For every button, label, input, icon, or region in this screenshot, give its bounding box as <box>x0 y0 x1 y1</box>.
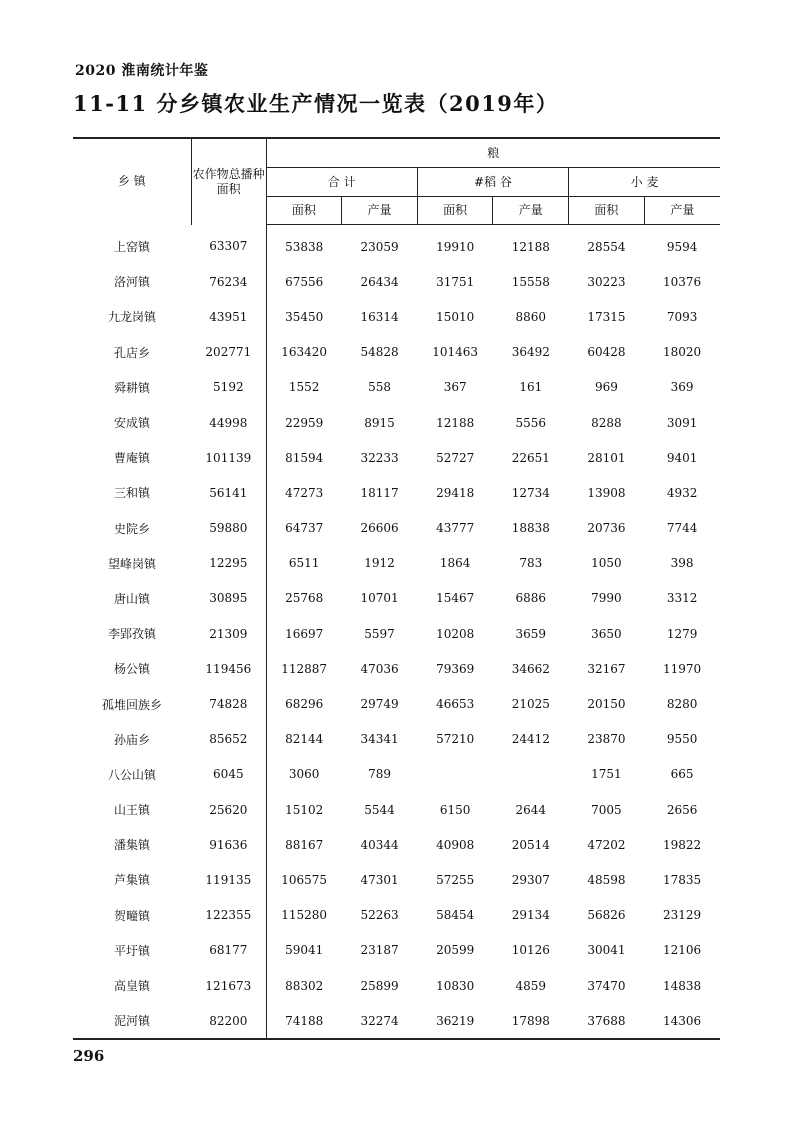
wheat-area-cell: 37688 <box>569 1003 645 1039</box>
table-row <box>73 722 720 757</box>
header-total-area: 面积 <box>266 197 342 225</box>
table-body <box>73 225 720 1040</box>
rice-area-cell: 40908 <box>436 837 475 852</box>
wheat-output-cell: 4932 <box>666 485 698 500</box>
sown-area-cell: 43951 <box>191 299 266 334</box>
wheat-output-cell: 8280 <box>666 697 698 712</box>
total-output-cell: 32274 <box>342 1003 418 1039</box>
town-cell: 史院乡 <box>114 521 151 536</box>
rice-output-cell: 22651 <box>511 450 550 465</box>
town-cell: 八公山镇 <box>108 767 157 782</box>
rice-output-cell: 20514 <box>511 837 550 852</box>
sown-area-cell: 59880 <box>191 511 266 546</box>
total-output-cell: 23059 <box>360 239 399 254</box>
sown-area-cell: 85652 <box>191 722 266 757</box>
total-area-cell: 6511 <box>288 556 320 571</box>
sown-area-cell: 82200 <box>191 1003 266 1039</box>
wheat-output-cell: 9594 <box>666 239 698 254</box>
wheat-output-cell: 14838 <box>663 978 702 993</box>
sown-area-cell: 5192 <box>191 370 266 405</box>
table-row <box>73 968 720 1003</box>
total-output-cell: 8915 <box>364 415 395 430</box>
total-area-cell: 22959 <box>285 415 324 430</box>
sown-area-cell: 6045 <box>191 757 266 792</box>
table-row <box>73 792 720 827</box>
rice-output-cell: 161 <box>519 380 543 395</box>
town-cell: 上窑镇 <box>114 239 151 254</box>
rice-area-cell: 57210 <box>436 732 475 747</box>
total-area-cell: 163420 <box>281 345 328 360</box>
rice-area-cell: 58454 <box>436 908 475 923</box>
sown-area-cell: 30895 <box>191 581 266 616</box>
table-row <box>73 933 720 968</box>
total-area-cell: 16697 <box>285 626 324 641</box>
sown-area-cell: 101139 <box>191 440 266 475</box>
rice-area-cell: 1864 <box>439 556 471 571</box>
wheat-area-cell: 23870 <box>587 732 626 747</box>
rice-output-cell: 34662 <box>511 661 550 676</box>
town-cell: 九龙岗镇 <box>108 310 157 325</box>
rice-area-cell: 10830 <box>436 978 475 993</box>
wheat-output-cell: 3091 <box>666 415 698 430</box>
wheat-output-cell: 369 <box>670 380 694 395</box>
sown-area-cell: 25620 <box>191 792 266 827</box>
table-row <box>73 299 720 334</box>
town-cell: 曹庵镇 <box>114 451 151 466</box>
total-output-cell: 47301 <box>360 872 399 887</box>
table-row <box>73 686 720 721</box>
table-row <box>73 546 720 581</box>
rice-area-cell: 52727 <box>436 450 475 465</box>
total-area-cell: 68296 <box>285 697 324 712</box>
table-row <box>73 616 720 651</box>
rice-output-cell: 8860 <box>515 309 547 324</box>
town-cell: 三和镇 <box>114 486 151 501</box>
total-area-cell: 81594 <box>285 450 324 465</box>
wheat-area-cell: 32167 <box>587 661 626 676</box>
total-area-cell: 74188 <box>266 1003 342 1039</box>
rice-area-cell: 367 <box>443 380 467 395</box>
wheat-output-cell: 14306 <box>644 1003 720 1039</box>
header-rice-area: 面积 <box>417 197 493 225</box>
wheat-output-cell: 18020 <box>663 345 702 360</box>
town-cell: 唐山镇 <box>114 591 151 606</box>
wheat-area-cell: 30223 <box>587 274 626 289</box>
rice-area-cell: 20599 <box>436 943 475 958</box>
total-area-cell: 47273 <box>285 485 324 500</box>
rice-area-cell: 101463 <box>432 345 479 360</box>
total-area-cell: 1552 <box>288 380 320 395</box>
wheat-area-cell: 13908 <box>587 485 626 500</box>
town-cell: 潘集镇 <box>114 838 151 853</box>
rice-area-cell: 46653 <box>436 697 475 712</box>
wheat-area-cell: 48598 <box>587 872 626 887</box>
town-cell: 贺疃镇 <box>114 908 151 923</box>
total-area-cell: 25768 <box>285 591 324 606</box>
wheat-output-cell: 1279 <box>666 626 698 641</box>
wheat-area-cell: 28101 <box>587 450 626 465</box>
table-row <box>73 440 720 475</box>
town-cell: 泥河镇 <box>73 1003 191 1039</box>
total-area-cell: 64737 <box>285 521 324 536</box>
total-output-cell: 10701 <box>360 591 399 606</box>
total-area-cell: 53838 <box>285 239 324 254</box>
town-cell: 安成镇 <box>114 416 151 431</box>
rice-output-cell: 6886 <box>515 591 547 606</box>
wheat-output-cell: 17835 <box>663 872 702 887</box>
rice-area-cell: 57255 <box>436 872 475 887</box>
table-row <box>73 370 720 405</box>
total-area-cell: 59041 <box>285 943 324 958</box>
wheat-area-cell: 56826 <box>587 908 626 923</box>
wheat-area-cell: 47202 <box>587 837 626 852</box>
wheat-area-cell: 1050 <box>591 556 622 571</box>
rice-area-cell: 31751 <box>436 274 475 289</box>
town-cell: 洛河镇 <box>114 275 151 290</box>
wheat-output-cell: 11970 <box>663 661 702 676</box>
wheat-output-cell: 9550 <box>666 732 698 747</box>
total-area-cell: 112887 <box>281 661 328 676</box>
table-title: 11-11 分乡镇农业生产情况一览表（2019年） <box>73 91 559 116</box>
table-row <box>73 405 720 440</box>
header-wheat: 小 麦 <box>569 168 720 197</box>
rice-area-cell: 19910 <box>436 239 475 254</box>
rice-area-cell <box>417 757 493 792</box>
wheat-area-cell: 60428 <box>587 345 626 360</box>
total-output-cell: 40344 <box>360 837 399 852</box>
total-output-cell: 32233 <box>360 450 399 465</box>
town-cell: 平圩镇 <box>114 943 151 958</box>
agriculture-table <box>73 137 720 1040</box>
wheat-output-cell: 12106 <box>663 943 702 958</box>
rice-area-cell: 36219 <box>417 1003 493 1039</box>
table-row <box>73 475 720 510</box>
sown-area-cell: 76234 <box>191 264 266 299</box>
town-cell: 高皇镇 <box>114 979 151 994</box>
rice-output-cell: 17898 <box>493 1003 569 1039</box>
table-row <box>73 335 720 370</box>
sown-area-cell: 56141 <box>191 475 266 510</box>
wheat-area-cell: 1751 <box>591 767 622 782</box>
sown-area-cell: 44998 <box>191 405 266 440</box>
header-rice-output: 产量 <box>493 197 569 225</box>
wheat-output-cell: 23129 <box>663 908 702 923</box>
rice-output-cell: 12734 <box>511 485 550 500</box>
sown-area-cell: 91636 <box>191 827 266 862</box>
rice-area-cell: 43777 <box>436 521 475 536</box>
wheat-area-cell: 969 <box>594 380 618 395</box>
wheat-output-cell: 3312 <box>666 591 698 606</box>
wheat-output-cell: 19822 <box>663 837 702 852</box>
rice-output-cell: 29307 <box>511 872 550 887</box>
header-grain: 粮 <box>266 138 720 168</box>
town-cell: 舜耕镇 <box>114 380 151 395</box>
rice-output-cell: 18838 <box>511 521 550 536</box>
total-output-cell: 25899 <box>360 978 399 993</box>
town-cell: 山王镇 <box>114 803 151 818</box>
total-output-cell: 26434 <box>360 274 399 289</box>
rice-output-cell: 21025 <box>511 697 550 712</box>
table-header <box>73 138 720 225</box>
rice-output-cell: 15558 <box>511 274 550 289</box>
wheat-output-cell: 398 <box>670 556 694 571</box>
table-row <box>73 827 720 862</box>
town-cell: 孔店乡 <box>114 345 151 360</box>
header-total: 合 计 <box>266 168 417 197</box>
rice-area-cell: 15467 <box>436 591 475 606</box>
total-output-cell: 16314 <box>360 309 399 324</box>
total-output-cell: 52263 <box>360 908 399 923</box>
total-output-cell: 558 <box>368 380 391 395</box>
rice-output-cell: 4859 <box>515 978 547 993</box>
sown-area-cell: 68177 <box>191 933 266 968</box>
total-area-cell: 15102 <box>285 802 324 817</box>
rice-area-cell: 15010 <box>436 309 475 324</box>
rice-output-cell: 2644 <box>515 802 547 817</box>
sown-area-cell: 119456 <box>191 651 266 686</box>
total-output-cell: 23187 <box>360 943 399 958</box>
town-cell: 望峰岗镇 <box>108 556 157 571</box>
sown-area-cell: 63307 <box>191 225 266 265</box>
rice-area-cell: 12188 <box>436 415 475 430</box>
total-output-cell: 5597 <box>364 626 395 641</box>
rice-output-cell: 3659 <box>515 626 547 641</box>
total-output-cell: 1912 <box>364 556 395 571</box>
table-row <box>73 1003 720 1039</box>
wheat-output-cell: 10376 <box>663 274 702 289</box>
wheat-area-cell: 37470 <box>587 978 626 993</box>
rice-output-cell: 12188 <box>511 239 550 254</box>
wheat-output-cell: 2656 <box>666 802 698 817</box>
wheat-output-cell: 9401 <box>666 450 698 465</box>
table-row <box>73 511 720 546</box>
rice-output-cell: 36492 <box>511 345 550 360</box>
wheat-output-cell: 7093 <box>666 309 698 324</box>
total-output-cell: 789 <box>368 767 391 782</box>
total-output-cell: 47036 <box>360 661 399 676</box>
total-output-cell: 26606 <box>360 521 399 536</box>
total-area-cell: 115280 <box>281 908 328 923</box>
total-output-cell: 54828 <box>360 345 399 360</box>
running-head: 2020 淮南统计年鉴 <box>75 63 209 79</box>
table-row <box>73 898 720 933</box>
sown-area-cell: 119135 <box>191 862 266 897</box>
header-wheat-output: 产量 <box>644 197 720 225</box>
rice-area-cell: 29418 <box>436 485 475 500</box>
total-output-cell: 5544 <box>364 802 395 817</box>
table-row <box>73 264 720 299</box>
rice-area-cell: 79369 <box>436 661 475 676</box>
total-area-cell: 35450 <box>285 309 324 324</box>
wheat-area-cell: 20150 <box>587 697 626 712</box>
total-output-cell: 18117 <box>360 485 399 500</box>
header-rice: #稻 谷 <box>417 168 568 197</box>
total-area-cell: 106575 <box>281 872 328 887</box>
header-town: 乡 镇 <box>73 138 191 225</box>
wheat-area-cell: 28554 <box>587 239 626 254</box>
header-wheat-area: 面积 <box>569 197 645 225</box>
table-row <box>73 651 720 686</box>
wheat-area-cell: 30041 <box>587 943 626 958</box>
total-area-cell: 88167 <box>285 837 324 852</box>
table-row <box>73 862 720 897</box>
sown-area-cell: 12295 <box>191 546 266 581</box>
total-area-cell: 82144 <box>285 732 324 747</box>
total-output-cell: 29749 <box>360 697 399 712</box>
rice-output-cell: 783 <box>519 556 543 571</box>
wheat-area-cell: 7990 <box>591 591 622 606</box>
wheat-area-cell: 20736 <box>587 521 626 536</box>
sown-area-cell: 21309 <box>191 616 266 651</box>
table-row <box>73 581 720 616</box>
wheat-output-cell: 7744 <box>666 521 698 536</box>
total-output-cell: 34341 <box>360 732 399 747</box>
sown-area-cell: 121673 <box>191 968 266 1003</box>
sown-area-cell: 122355 <box>191 898 266 933</box>
rice-output-cell: 29134 <box>511 908 550 923</box>
rice-output-cell <box>493 757 569 792</box>
town-cell: 杨公镇 <box>114 662 151 677</box>
wheat-area-cell: 8288 <box>591 415 622 430</box>
town-cell: 李郢孜镇 <box>108 627 157 642</box>
sown-area-cell: 74828 <box>191 686 266 721</box>
wheat-area-cell: 3650 <box>591 626 622 641</box>
total-area-cell: 3060 <box>288 767 320 782</box>
rice-output-cell: 24412 <box>511 732 550 747</box>
page-number: 296 <box>73 1047 105 1065</box>
rice-output-cell: 10126 <box>511 943 550 958</box>
town-cell: 芦集镇 <box>114 873 151 888</box>
wheat-area-cell: 17315 <box>587 309 626 324</box>
total-area-cell: 88302 <box>285 978 324 993</box>
rice-output-cell: 5556 <box>515 415 547 430</box>
rice-area-cell: 6150 <box>439 802 471 817</box>
rice-area-cell: 10208 <box>436 626 475 641</box>
header-sown-area: 农作物总播种面积 <box>191 138 266 225</box>
total-area-cell: 67556 <box>285 274 324 289</box>
sown-area-cell: 202771 <box>191 335 266 370</box>
town-cell: 孤堆回族乡 <box>102 697 163 712</box>
table-row <box>73 225 720 265</box>
header-total-output: 产量 <box>342 197 418 225</box>
table-row <box>73 757 720 792</box>
wheat-output-cell: 665 <box>670 767 694 782</box>
town-cell: 孙庙乡 <box>114 732 151 747</box>
wheat-area-cell: 7005 <box>591 802 622 817</box>
